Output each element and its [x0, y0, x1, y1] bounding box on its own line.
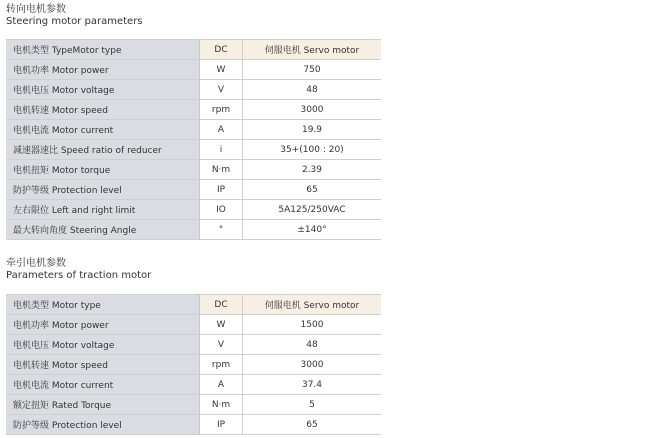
param-value: ±140° [243, 220, 382, 240]
steering-section-title [6, 4, 143, 28]
table-row [6, 60, 381, 80]
param-unit: IP [200, 415, 243, 435]
table-row [6, 295, 381, 315]
table-row [6, 100, 381, 120]
steering-spec-table [6, 39, 381, 240]
table-row [6, 40, 381, 60]
param-unit: DC [200, 40, 243, 60]
param-name: 电机类型 Motor type [6, 295, 200, 315]
param-unit: IP [200, 180, 243, 200]
table-row [6, 375, 381, 395]
param-unit: IO [200, 200, 243, 220]
param-unit: W [200, 60, 243, 80]
param-unit: DC [200, 295, 243, 315]
param-value: 48 [243, 335, 382, 355]
param-unit: A [200, 120, 243, 140]
table-row [6, 160, 381, 180]
table-row [6, 355, 381, 375]
table-row [6, 140, 381, 160]
steering-title-cn: 转向电机参数 [6, 4, 66, 15]
param-name: 电机电流 Motor current [6, 120, 200, 140]
param-value: 3000 [243, 355, 382, 375]
param-value: 48 [243, 80, 382, 100]
table-row [6, 395, 381, 415]
param-name: 最大转向角度 Steering Angle [6, 220, 200, 240]
traction-title-cn: 牵引电机参数 [6, 258, 66, 269]
param-unit: W [200, 315, 243, 335]
param-name: 电机转速 Motor speed [6, 100, 200, 120]
traction-title-en: Parameters of traction motor [6, 270, 152, 281]
param-name: 电机功率 Motor power [6, 315, 200, 335]
param-name: 左右限位 Left and right limit [6, 200, 200, 220]
param-name: 电机类型 TypeMotor type [6, 40, 200, 60]
param-name: 额定扭矩 Rated Torque [6, 395, 200, 415]
table-row [6, 200, 381, 220]
param-value: 伺服电机 Servo motor [243, 40, 382, 60]
param-unit: N·m [200, 160, 243, 180]
param-value: 19.9 [243, 120, 382, 140]
param-value: 37.4 [243, 375, 382, 395]
param-unit: i [200, 140, 243, 160]
param-name: 防护等级 Protection level [6, 180, 200, 200]
table-row [6, 335, 381, 355]
param-value: 35+(100 : 20) [243, 140, 382, 160]
param-name: 电机功率 Motor power [6, 60, 200, 80]
param-value: 5A125/250VAC [243, 200, 382, 220]
param-unit: ° [200, 220, 243, 240]
param-name: 电机转速 Motor speed [6, 355, 200, 375]
param-value: 2.39 [243, 160, 382, 180]
param-value: 5 [243, 395, 382, 415]
param-unit: rpm [200, 355, 243, 375]
param-unit: rpm [200, 100, 243, 120]
param-unit: V [200, 335, 243, 355]
table-row [6, 415, 381, 435]
traction-section-title [6, 258, 151, 282]
table-row [6, 120, 381, 140]
param-value: 750 [243, 60, 382, 80]
table-row [6, 315, 381, 335]
param-value: 伺服电机 Servo motor [243, 295, 382, 315]
param-unit: V [200, 80, 243, 100]
table-row [6, 220, 381, 240]
param-unit: A [200, 375, 243, 395]
param-value: 65 [243, 415, 382, 435]
param-name: 电机电压 Motor voltage [6, 80, 200, 100]
steering-title-en: Steering motor parameters [6, 16, 143, 27]
param-value: 65 [243, 180, 382, 200]
table-row [6, 180, 381, 200]
param-value: 1500 [243, 315, 382, 335]
traction-spec-table [6, 294, 381, 435]
param-name: 防护等级 Protection level [6, 415, 200, 435]
param-name: 电机扭矩 Motor torque [6, 160, 200, 180]
table-row [6, 80, 381, 100]
param-name: 电机电流 Motor current [6, 375, 200, 395]
param-value: 3000 [243, 100, 382, 120]
param-unit: N·m [200, 395, 243, 415]
param-name: 减速器速比 Speed ratio of reducer [6, 140, 200, 160]
param-name: 电机电压 Motor voltage [6, 335, 200, 355]
